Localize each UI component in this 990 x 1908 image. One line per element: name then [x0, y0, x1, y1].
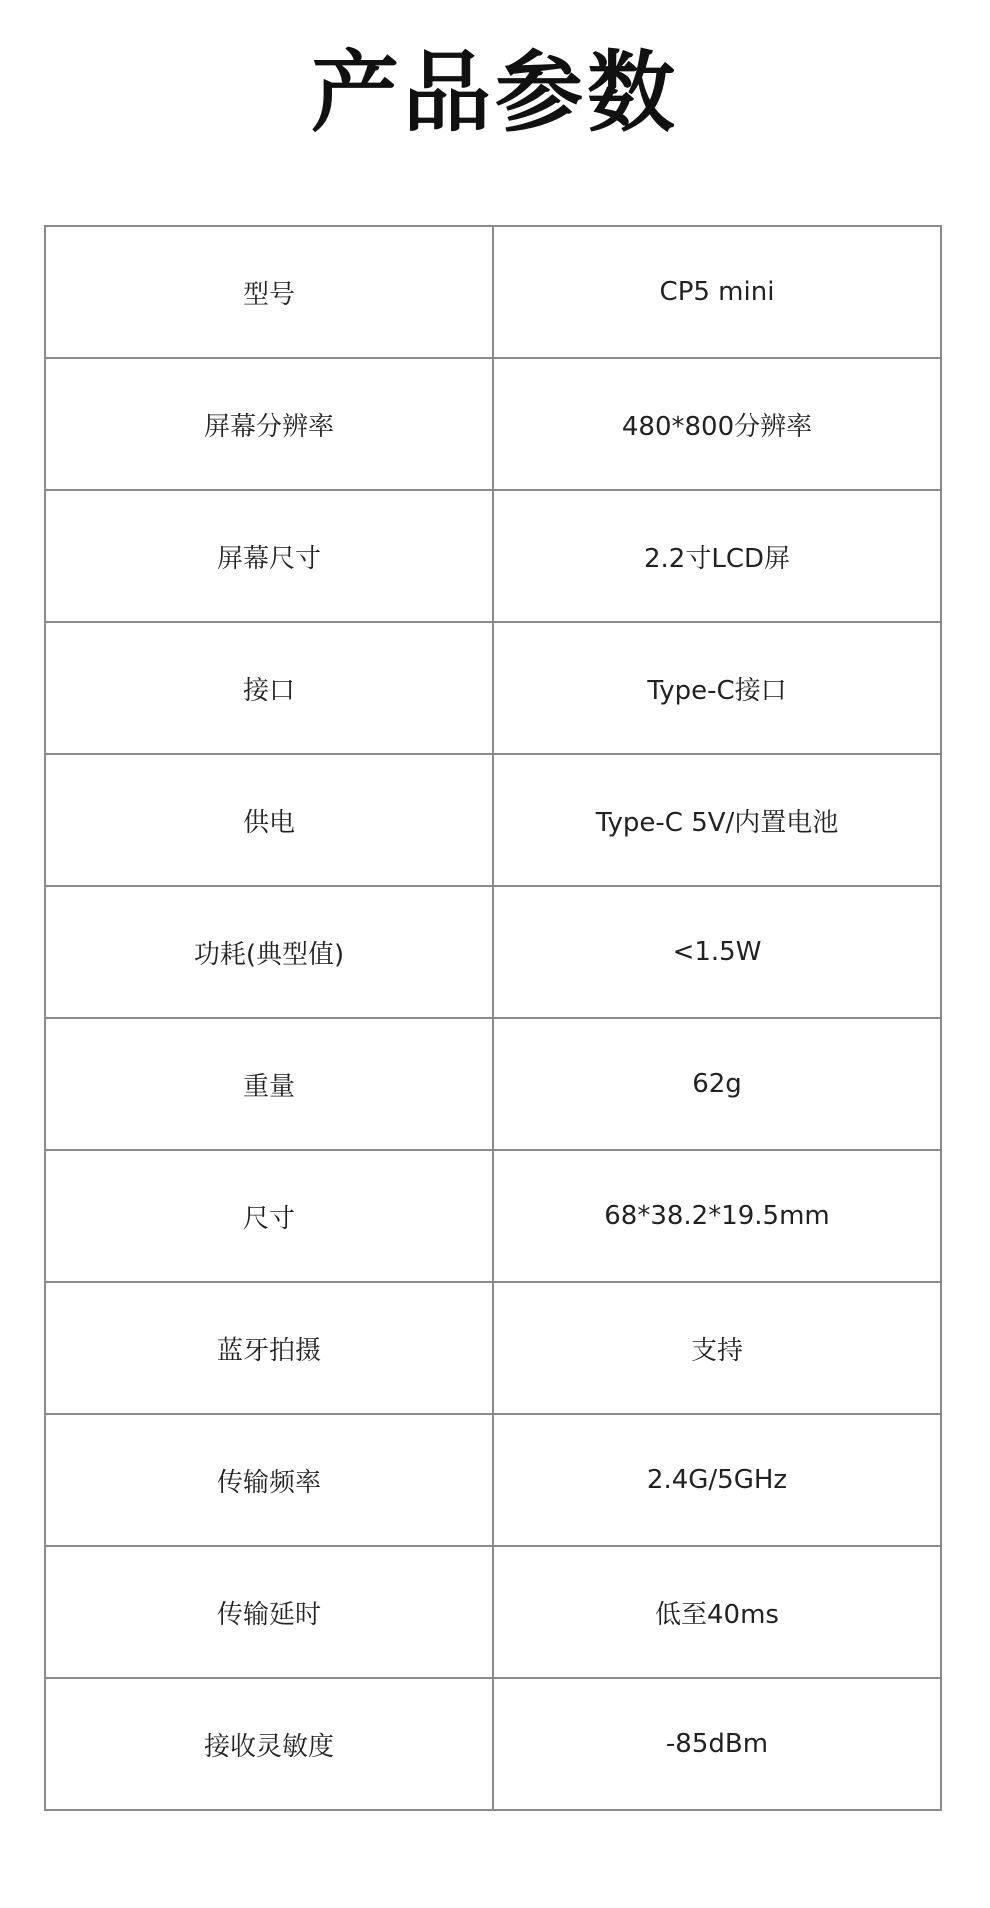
spec-value: 2.4G/5GHz	[493, 1414, 941, 1546]
spec-label: 屏幕尺寸	[45, 490, 493, 622]
spec-label: 接口	[45, 622, 493, 754]
spec-value: <1.5W	[493, 886, 941, 1018]
table-row	[45, 754, 941, 886]
spec-value: 支持	[493, 1282, 941, 1414]
table-row	[45, 1282, 941, 1414]
table-row	[45, 1678, 941, 1810]
spec-value: -85dBm	[493, 1678, 941, 1810]
spec-value: 68*38.2*19.5mm	[493, 1150, 941, 1282]
spec-label: 供电	[45, 754, 493, 886]
spec-value: Type-C接口	[493, 622, 941, 754]
spec-label: 尺寸	[45, 1150, 493, 1282]
page-title: 产品参数	[310, 41, 679, 144]
spec-label: 蓝牙拍摄	[45, 1282, 493, 1414]
table-row	[45, 358, 941, 490]
spec-value: 62g	[493, 1018, 941, 1150]
spec-value: Type-C 5V/内置电池	[493, 754, 941, 886]
table-row	[45, 1546, 941, 1678]
table-row	[45, 1018, 941, 1150]
spec-label: 重量	[45, 1018, 493, 1150]
spec-label: 型号	[45, 226, 493, 358]
table-row	[45, 1414, 941, 1546]
spec-table	[44, 225, 942, 1811]
spec-label: 功耗(典型值)	[45, 886, 493, 1018]
table-row	[45, 886, 941, 1018]
spec-value: 2.2寸LCD屏	[493, 490, 941, 622]
spec-label: 传输频率	[45, 1414, 493, 1546]
table-row	[45, 490, 941, 622]
spec-label: 屏幕分辨率	[45, 358, 493, 490]
table-row	[45, 1150, 941, 1282]
spec-value: CP5 mini	[493, 226, 941, 358]
spec-label: 接收灵敏度	[45, 1678, 493, 1810]
table-row	[45, 226, 941, 358]
spec-value: 480*800分辨率	[493, 358, 941, 490]
spec-value: 低至40ms	[493, 1546, 941, 1678]
table-row	[45, 622, 941, 754]
spec-label: 传输延时	[45, 1546, 493, 1678]
